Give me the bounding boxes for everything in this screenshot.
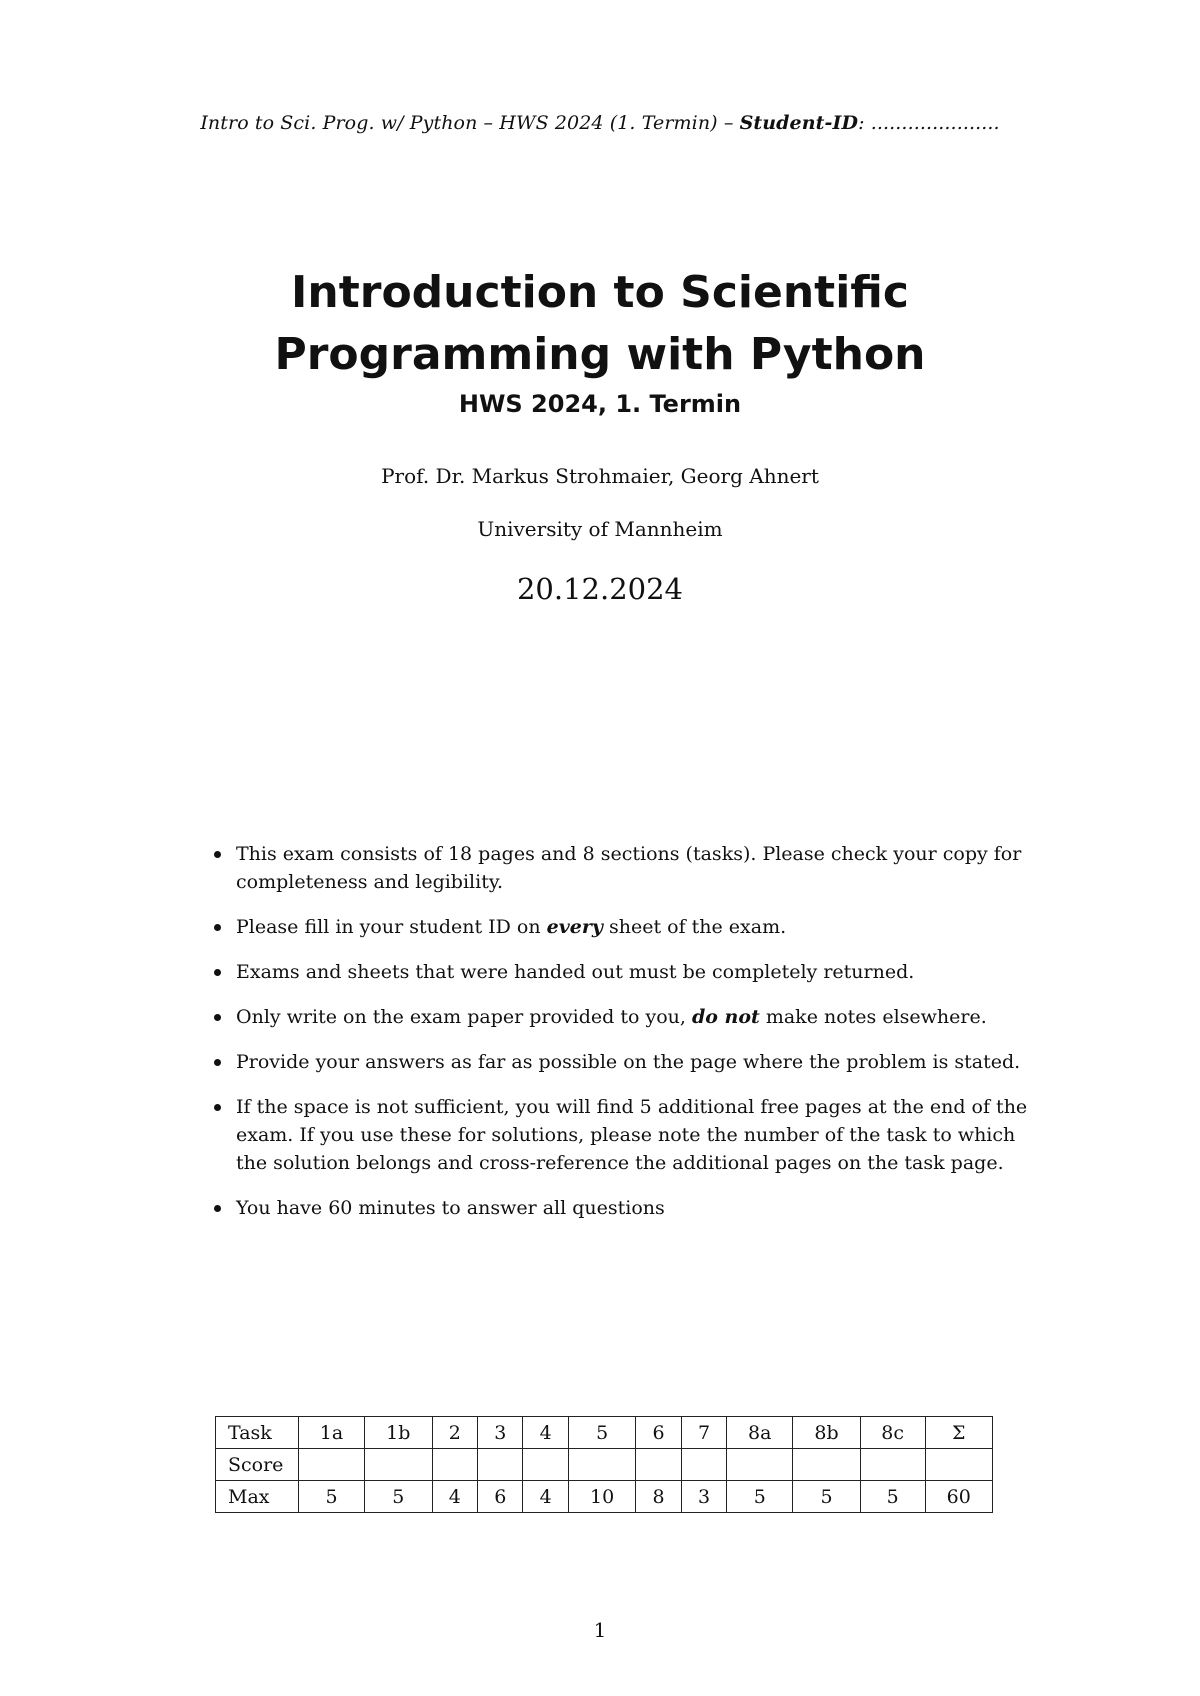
instruction-text: Please fill in your student ID on xyxy=(236,916,547,938)
instruction-item xyxy=(208,1003,1038,1031)
max-cell: 4 xyxy=(523,1481,568,1513)
exam-subtitle: HWS 2024, 1. Termin xyxy=(458,390,742,418)
task-cell: 2 xyxy=(432,1417,477,1449)
exam-title xyxy=(0,262,1200,386)
bullet-icon xyxy=(214,1014,221,1021)
row-label-score: Score xyxy=(216,1449,299,1481)
instruction-text: This exam consists of 18 pages and 8 sections (tasks). Please check your copy for completeness and legibility. xyxy=(236,843,1022,893)
task-cell: 1a xyxy=(299,1417,365,1449)
instruction-item xyxy=(208,840,1038,896)
bullet-icon xyxy=(214,969,221,976)
instruction-emphasis: do not xyxy=(691,1006,760,1028)
instruction-text: If the space is not sufficient, you will find 5 additional free pages at the end of the exam. If you use these for solutions, please note the number of the task to which the solution belongs and cross-reference the additional pages on the task page. xyxy=(236,1096,1028,1174)
task-cell: 8c xyxy=(860,1417,925,1449)
score-cell xyxy=(432,1449,477,1481)
max-cell: 5 xyxy=(365,1481,433,1513)
max-cell: 5 xyxy=(793,1481,861,1513)
max-cell: 8 xyxy=(636,1481,681,1513)
bullet-icon xyxy=(214,1205,221,1212)
instruction-text: sheet of the exam. xyxy=(602,916,787,938)
score-cell xyxy=(523,1449,568,1481)
max-cell: 6 xyxy=(478,1481,523,1513)
bullet-icon xyxy=(214,851,221,858)
page-number: 1 xyxy=(593,1618,607,1642)
bullet-icon xyxy=(214,1104,221,1111)
score-cell xyxy=(568,1449,635,1481)
score-cell xyxy=(299,1449,365,1481)
instruction-text: Only write on the exam paper provided to you, xyxy=(236,1006,692,1028)
task-cell: 6 xyxy=(636,1417,681,1449)
bullet-icon xyxy=(214,924,221,931)
task-cell: 3 xyxy=(478,1417,523,1449)
instruction-item xyxy=(208,1194,1038,1222)
task-cell: 8a xyxy=(727,1417,793,1449)
title-line-2: Programming with Python xyxy=(274,329,926,380)
score-cell xyxy=(727,1449,793,1481)
instruction-item xyxy=(208,958,1038,986)
student-id-label: Student-ID xyxy=(739,112,859,134)
authors: Prof. Dr. Markus Strohmaier, Georg Ahnert xyxy=(381,464,819,488)
score-cell xyxy=(365,1449,433,1481)
score-row xyxy=(216,1449,993,1481)
score-table xyxy=(215,1416,993,1513)
instruction-emphasis: every xyxy=(546,916,603,938)
max-cell: 3 xyxy=(681,1481,726,1513)
bullet-icon xyxy=(214,1059,221,1066)
instruction-item xyxy=(208,1048,1038,1076)
score-cell xyxy=(478,1449,523,1481)
task-cell: 8b xyxy=(793,1417,861,1449)
instruction-text: Provide your answers as far as possible on the page where the problem is stated. xyxy=(236,1051,1021,1073)
title-line-1: Introduction to Scientific xyxy=(291,267,909,318)
course-info: Intro to Sci. Prog. w/ Python – HWS 2024 (1. Termin) – xyxy=(200,112,740,134)
institution: University of Mannheim xyxy=(477,517,723,541)
instruction-item xyxy=(208,913,1038,941)
running-header xyxy=(0,112,1200,134)
max-cell: 5 xyxy=(727,1481,793,1513)
score-cell xyxy=(793,1449,861,1481)
task-row xyxy=(216,1417,993,1449)
max-cell: 5 xyxy=(299,1481,365,1513)
instructions-list xyxy=(208,840,1038,1239)
student-id-blank: : ..................... xyxy=(858,112,1000,134)
instruction-text: Exams and sheets that were handed out must be completely returned. xyxy=(236,961,915,983)
instruction-text: make notes elsewhere. xyxy=(759,1006,987,1028)
max-row xyxy=(216,1481,993,1513)
max-cell: 4 xyxy=(432,1481,477,1513)
row-label-max: Max xyxy=(216,1481,299,1513)
max-cell-total: 60 xyxy=(925,1481,992,1513)
task-cell: 5 xyxy=(568,1417,635,1449)
max-cell: 10 xyxy=(568,1481,635,1513)
row-label-task: Task xyxy=(216,1417,299,1449)
task-cell: 4 xyxy=(523,1417,568,1449)
task-cell: 1b xyxy=(365,1417,433,1449)
score-cell xyxy=(681,1449,726,1481)
instruction-text: You have 60 minutes to answer all questions xyxy=(236,1197,665,1219)
exam-date: 20.12.2024 xyxy=(516,572,684,606)
score-cell xyxy=(860,1449,925,1481)
score-cell xyxy=(636,1449,681,1481)
instruction-item xyxy=(208,1093,1038,1177)
task-cell: 7 xyxy=(681,1417,726,1449)
task-cell-total: Σ xyxy=(925,1417,992,1449)
score-cell-total xyxy=(925,1449,992,1481)
max-cell: 5 xyxy=(860,1481,925,1513)
